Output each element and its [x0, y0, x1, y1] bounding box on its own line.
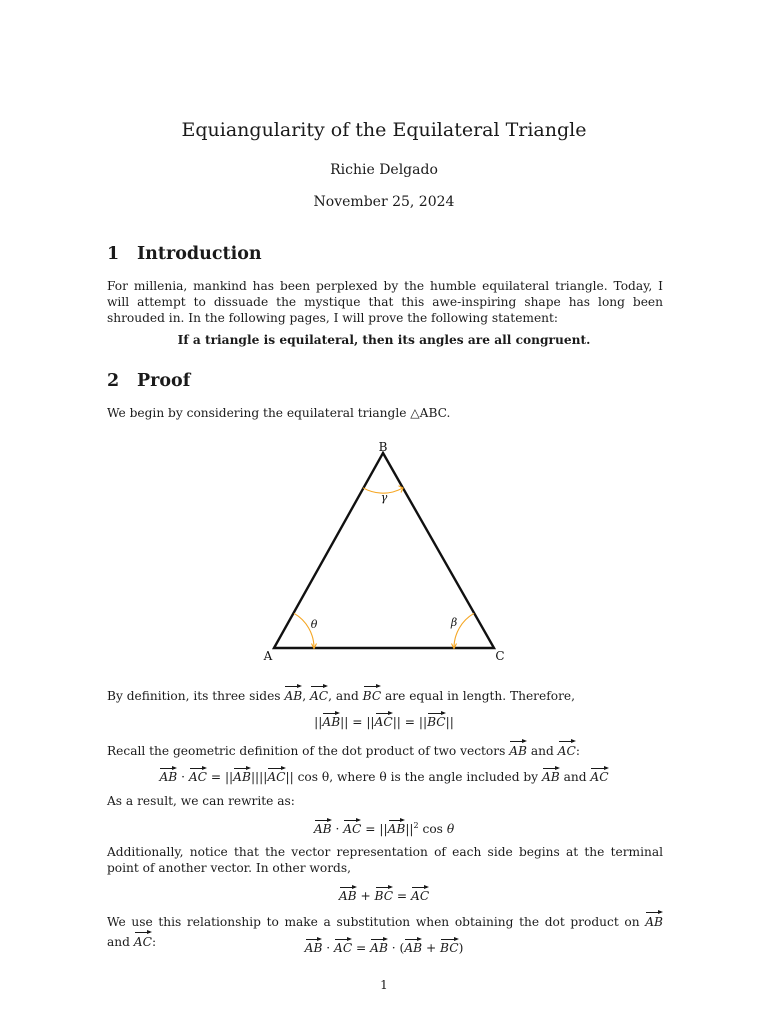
vector-ab: AB [339, 885, 357, 903]
vertex-label-a: A [263, 649, 273, 663]
vector-ab: AB [305, 937, 323, 955]
text-segment: , [302, 689, 307, 703]
equation-vector-sum: AB + BC = AC [0, 885, 768, 903]
vector-ac: AC [189, 766, 207, 784]
angle-label-theta: θ [310, 618, 318, 631]
proof-paragraph-1 [107, 684, 663, 704]
triangle-abc [274, 453, 494, 648]
vector-ab: AB [322, 711, 340, 729]
paper-date: November 25, 2024 [313, 194, 455, 210]
text-segment: are equal in length. Therefore, [385, 689, 575, 703]
section-heading-introduction [107, 244, 262, 264]
vector-ab: AB [284, 684, 302, 704]
section-title: Proof [137, 371, 191, 391]
section-number: 2 [107, 371, 120, 391]
vector-ac: AC [334, 937, 352, 955]
vector-ac: AC [343, 818, 361, 836]
text-segment: Recall the geometric definition of the dot product of two vectors [107, 744, 506, 758]
proof-paragraph-3: As a result, we can rewrite as: [107, 794, 295, 808]
proof-intro: We begin by considering the equilateral triangle △ABC. [107, 406, 451, 420]
page-number: 1 [380, 978, 388, 992]
section-title: Introduction [137, 244, 262, 264]
triangle-figure [250, 436, 520, 666]
text-segment: cos θ, where θ is the angle included by [297, 770, 539, 784]
text-segment: , and [328, 689, 359, 703]
text-segment: and [107, 935, 130, 949]
section-number: 1 [107, 244, 120, 264]
vector-ab: AB [314, 818, 332, 836]
vector-ac: AC [375, 711, 393, 729]
text-segment: By definition, its three sides [107, 689, 281, 703]
vector-bc: BC [440, 937, 459, 955]
vector-ab: AB [645, 910, 663, 930]
vector-ac: AC [590, 766, 608, 784]
vertex-label-b: B [378, 440, 388, 454]
vector-bc: BC [363, 684, 382, 704]
text-segment: We use this relationship to make a substitution when obtaining the dot product on [107, 915, 640, 929]
proof-paragraph-2 [107, 739, 663, 759]
vector-ab: AB [388, 818, 406, 836]
theorem-statement: If a triangle is equilateral, then its angles are all congruent. [177, 333, 591, 347]
vector-ac: AC [310, 684, 328, 704]
vector-ab: AB [370, 937, 388, 955]
vector-ac: AC [134, 930, 152, 950]
vector-bc: BC [375, 885, 394, 903]
proof-paragraph-4: Additionally, notice that the vector representation of each side begins at the terminal point of another vector. In other words, [107, 845, 663, 875]
vector-ab: AB [159, 766, 177, 784]
vector-ab: AB [233, 766, 251, 784]
text-segment: and [563, 770, 587, 784]
vector-ab: AB [509, 739, 527, 759]
equation-equal-norms: ||AB|| = ||AC|| = ||BC|| [0, 711, 768, 729]
equation-dot-product-definition: AB · AC = ||AB||||AC|| cos θ, where θ is the angle included by AB and AC [0, 766, 768, 784]
text-segment: : [151, 935, 157, 949]
angle-label-gamma: γ [380, 491, 388, 504]
angle-label-beta: β [450, 616, 458, 629]
vector-ac: AC [411, 885, 429, 903]
vertex-label-c: C [495, 649, 505, 663]
paper-author: Richie Delgado [330, 162, 438, 178]
vector-ab: AB [542, 766, 560, 784]
intro-paragraph: For millenia, mankind has been perplexed by the humble equilateral triangle. Today, I will attempt to dissuade the mystique that this awe-inspiring shape has long been shrouded in. In the following pages, I will prove the following statement: [107, 279, 663, 325]
vector-ac: AC [558, 739, 576, 759]
section-heading-proof [107, 371, 190, 391]
equation-substitution: AB · AC = AB · (AB + BC) [0, 937, 768, 955]
vector-ac: AC [267, 766, 285, 784]
vector-ab: AB [404, 937, 422, 955]
paper-title: Equiangularity of the Equilateral Triangle [181, 119, 587, 141]
text-segment: : [575, 744, 580, 758]
vector-bc: BC [427, 711, 446, 729]
equation-rewrite: AB · AC = $||AB||^2$ cos θ [0, 818, 768, 836]
text-segment: and [530, 744, 554, 758]
